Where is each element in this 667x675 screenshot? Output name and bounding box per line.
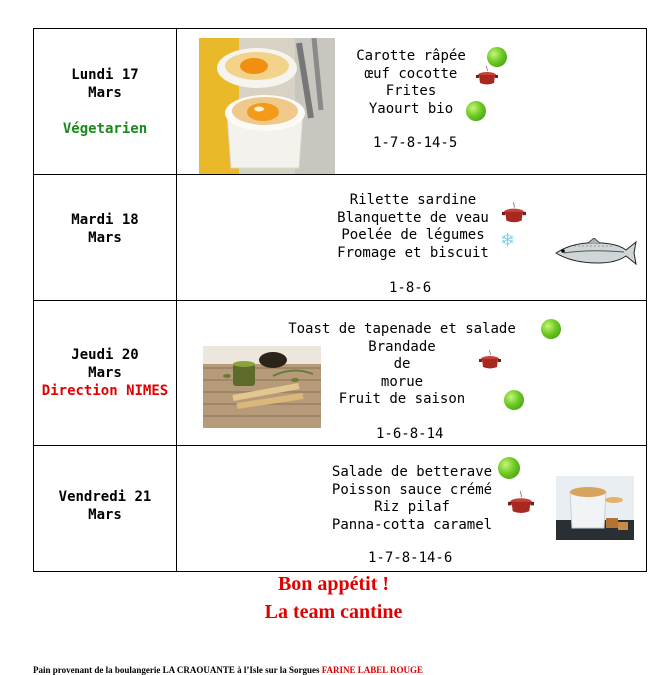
day-label: Mardi 18	[71, 211, 139, 228]
dish-item: Carotte râpée	[356, 48, 466, 64]
day-label: Vendredi 21	[58, 488, 152, 505]
panna-cotta-photo	[556, 476, 634, 540]
menu-cell-friday	[177, 446, 647, 572]
homemade-pot-icon	[500, 201, 528, 225]
day-label: Lundi 17	[71, 66, 139, 83]
organic-green-icon	[487, 47, 507, 67]
bread-origin-note	[33, 665, 423, 675]
dish-item: morue	[380, 373, 424, 390]
organic-green-icon	[466, 101, 486, 121]
allergen-codes: 1-7-8-14-5	[373, 135, 458, 151]
homemade-pot-icon	[479, 349, 501, 371]
organic-green-icon	[498, 457, 520, 479]
allergen-codes: 1-8-6	[389, 280, 432, 296]
sardine-fish-icon	[554, 238, 638, 268]
dish-item: Fruit de saison	[338, 391, 466, 407]
day-cell-tuesday	[34, 175, 177, 301]
menu-cell-thursday	[177, 301, 647, 446]
menu-cell-monday	[177, 29, 647, 175]
label-rouge-text: FARINE LABEL ROUGE	[321, 665, 424, 675]
day-cell-monday	[34, 29, 177, 175]
dish-item: Rilette sardine	[349, 192, 477, 208]
month-label: Mars	[88, 84, 122, 101]
allergen-codes: 1-7-8-14-6	[368, 550, 453, 566]
vegetarian-tag: Végetarien	[62, 120, 148, 137]
dish-item: Panna-cotta caramel	[331, 516, 493, 533]
dish-item: Poisson sauce crémé	[331, 481, 493, 498]
day-cell-friday	[34, 446, 177, 572]
organic-green-icon	[541, 319, 561, 339]
weekly-menu-table	[33, 28, 647, 572]
dish-item: Blanquette de veau	[337, 209, 489, 226]
allergen-codes: 1-6-8-14	[376, 426, 444, 442]
bon-appetit-line: Bon appétit !	[277, 573, 390, 595]
dish-item: Fromage et biscuit	[337, 244, 489, 261]
oeuf-cocotte-photo	[199, 38, 335, 174]
dish-item: Poelée de légumes	[341, 227, 485, 243]
month-label: Mars	[88, 506, 122, 523]
organic-green-icon	[504, 390, 524, 410]
menu-cell-tuesday	[177, 175, 647, 301]
dish-list-friday	[317, 464, 507, 534]
dish-item: Riz pilaf	[374, 499, 450, 515]
team-cantine-line: La team cantine	[264, 601, 403, 623]
dish-item: Brandade	[368, 338, 436, 355]
bread-origin-text: Pain provenant de la boulangerie LA CRAOUANTE à l’Isle sur la Sorgues	[33, 665, 320, 675]
menu-row-thursday	[34, 301, 647, 446]
menu-row-monday	[34, 29, 647, 175]
homemade-pot-icon	[507, 490, 535, 516]
menu-row-tuesday	[34, 175, 647, 301]
month-label: Mars	[88, 365, 122, 381]
day-cell-thursday	[34, 301, 177, 446]
frozen-snowflake-icon: ❄	[500, 230, 516, 251]
dish-item: œuf cocotte	[364, 65, 458, 82]
dish-item: Yaourt bio	[368, 100, 454, 117]
month-label: Mars	[88, 229, 122, 246]
direction-tag: Direction NIMES	[41, 383, 169, 399]
dish-item: de	[393, 356, 411, 372]
dish-list-tuesday	[323, 192, 503, 262]
menu-row-friday	[34, 446, 647, 572]
day-label: Jeudi 20	[71, 347, 139, 363]
dish-item: Salade de betterave	[331, 464, 493, 480]
dish-item: Frites	[385, 83, 437, 99]
homemade-pot-icon	[476, 65, 498, 87]
dish-item: Toast de tapenade et salade	[288, 321, 516, 337]
dish-list-monday	[355, 48, 467, 118]
